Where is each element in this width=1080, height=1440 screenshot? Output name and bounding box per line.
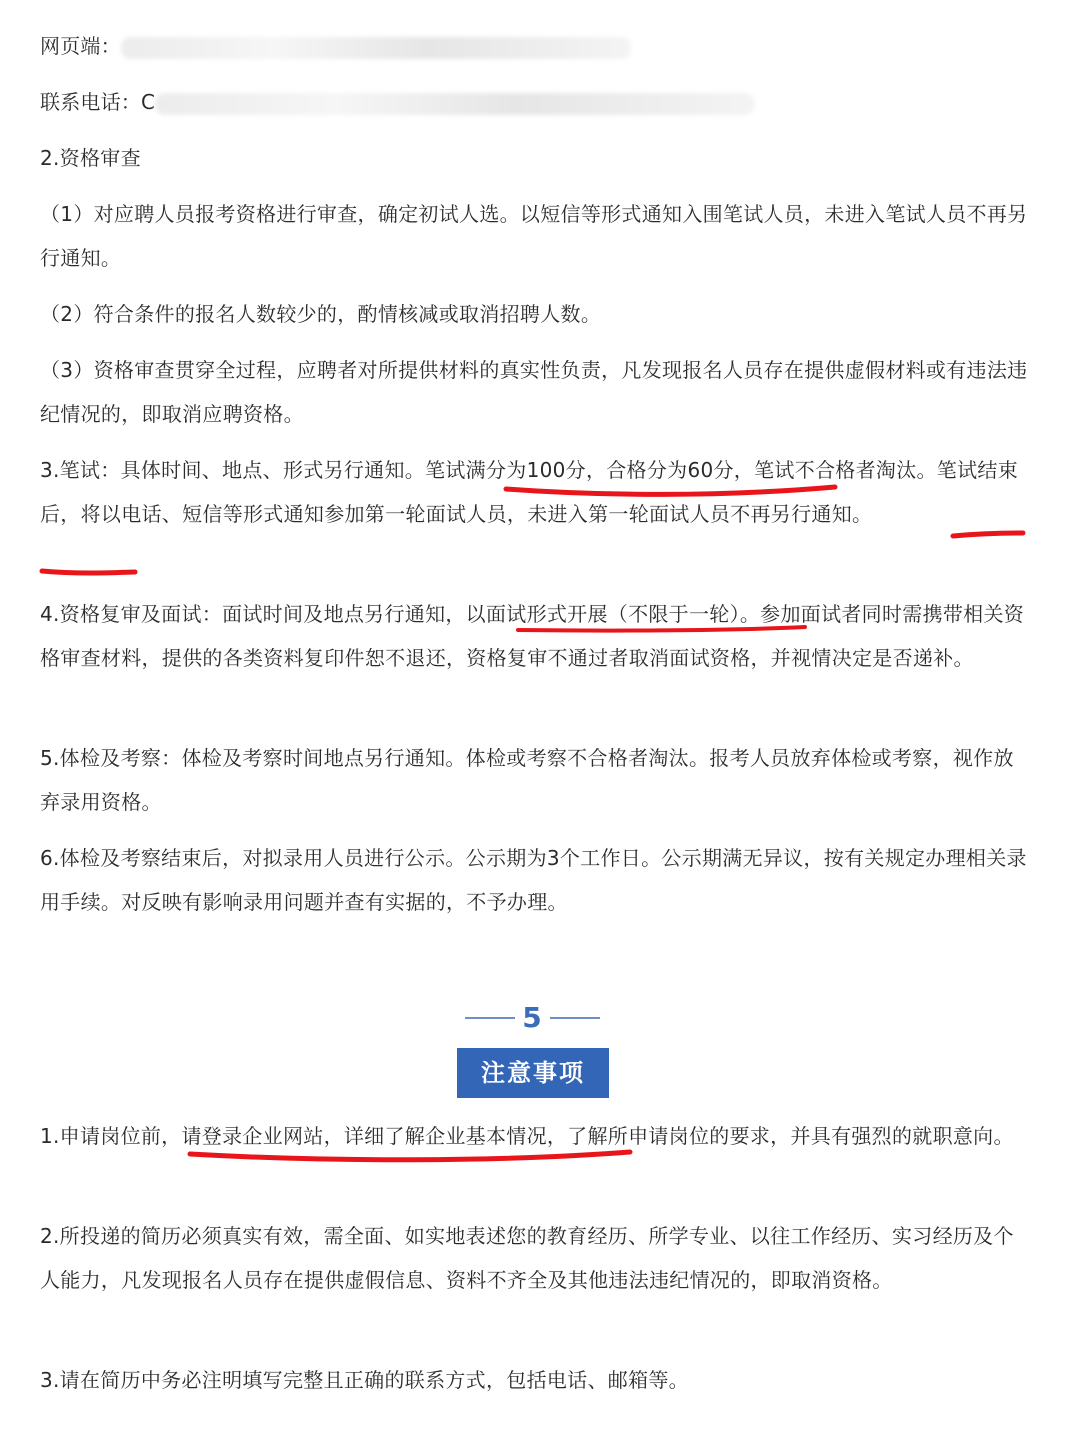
notice-item-3: 3.请在简历中务必注明填写完整且正确的联系方式，包括电话、邮箱等。 — [40, 1368, 689, 1392]
paragraph-review-2: （2）符合条件的报名人数较少的，酌情核减或取消招聘人数。 — [40, 302, 602, 326]
section-number: 5 — [522, 1001, 542, 1034]
paragraph-review-1: （1）对应聘人员报考资格进行审查，确定初试人选。以短信等形式通知入围笔试人员，未进入笔试人员不再另行通知。 — [40, 202, 1028, 270]
paragraph-publicity: 6.体检及考察结束后，对拟录用人员进行公示。公示期为3个工作日。公示期满无异议，按有关规定办理相关录用手续。对反映有影响录用问题并查有实据的，不予办理。 — [40, 846, 1027, 914]
section-number-left-rule — [465, 1017, 515, 1019]
redacted-web-address — [121, 37, 631, 59]
section-number-right-rule — [550, 1017, 600, 1019]
phone-contact-line — [40, 89, 1040, 115]
paragraph-review-3: （3）资格审查贯穿全过程，应聘者对所提供材料的真实性负责，凡发现报名人员存在提供虚假材料或有违法违纪情况的，即取消应聘资格。 — [40, 358, 1028, 426]
redacted-phone-number — [155, 93, 755, 115]
web-contact-line — [40, 33, 1040, 59]
phone-label: 联系电话： — [40, 90, 141, 114]
underline-no-further-notice-2 — [42, 571, 135, 573]
section-title-badge: 注意事项 — [457, 1048, 609, 1098]
phone-visible-prefix: C — [141, 90, 156, 114]
notice-item-2: 2.所投递的简历必须真实有效，需全面、如实地表述您的教育经历、所学专业、以往工作经历、实习经历及个人能力，凡发现报名人员存在提供虚假信息、资料不齐全及其他违法违纪情况的，即取消资格。 — [40, 1224, 1014, 1292]
paragraph-interview: 4.资格复审及面试：面试时间及地点另行通知，以面试形式开展（不限于一轮）。参加面试者同时需携带相关资格审查材料，提供的各类资料复印件恕不退还，资格复审不通过者取消面试资格，并视情决定是否递补。 — [40, 602, 1025, 670]
section-number-header — [0, 1000, 1080, 1036]
notice-item-1: 1.申请岗位前，请登录企业网站，详细了解企业基本情况，了解所申请岗位的要求，并具有强烈的就职意向。 — [40, 1124, 1014, 1148]
paragraph-medical-check: 5.体检及考察：体检及考察时间地点另行通知。体检或考察不合格者淘汰。报考人员放弃体检或考察，视作放弃录用资格。 — [40, 746, 1014, 814]
web-label: 网页端： — [40, 34, 121, 58]
paragraph-written-exam: 3.笔试：具体时间、地点、形式另行通知。笔试满分为100分，合格分为60分，笔试不合格者淘汰。笔试结束后，将以电话、短信等形式通知参加第一轮面试人员，未进入第一轮面试人员不再另行通知。 — [40, 458, 1019, 526]
heading-qualification-review: 2.资格审查 — [40, 146, 141, 170]
